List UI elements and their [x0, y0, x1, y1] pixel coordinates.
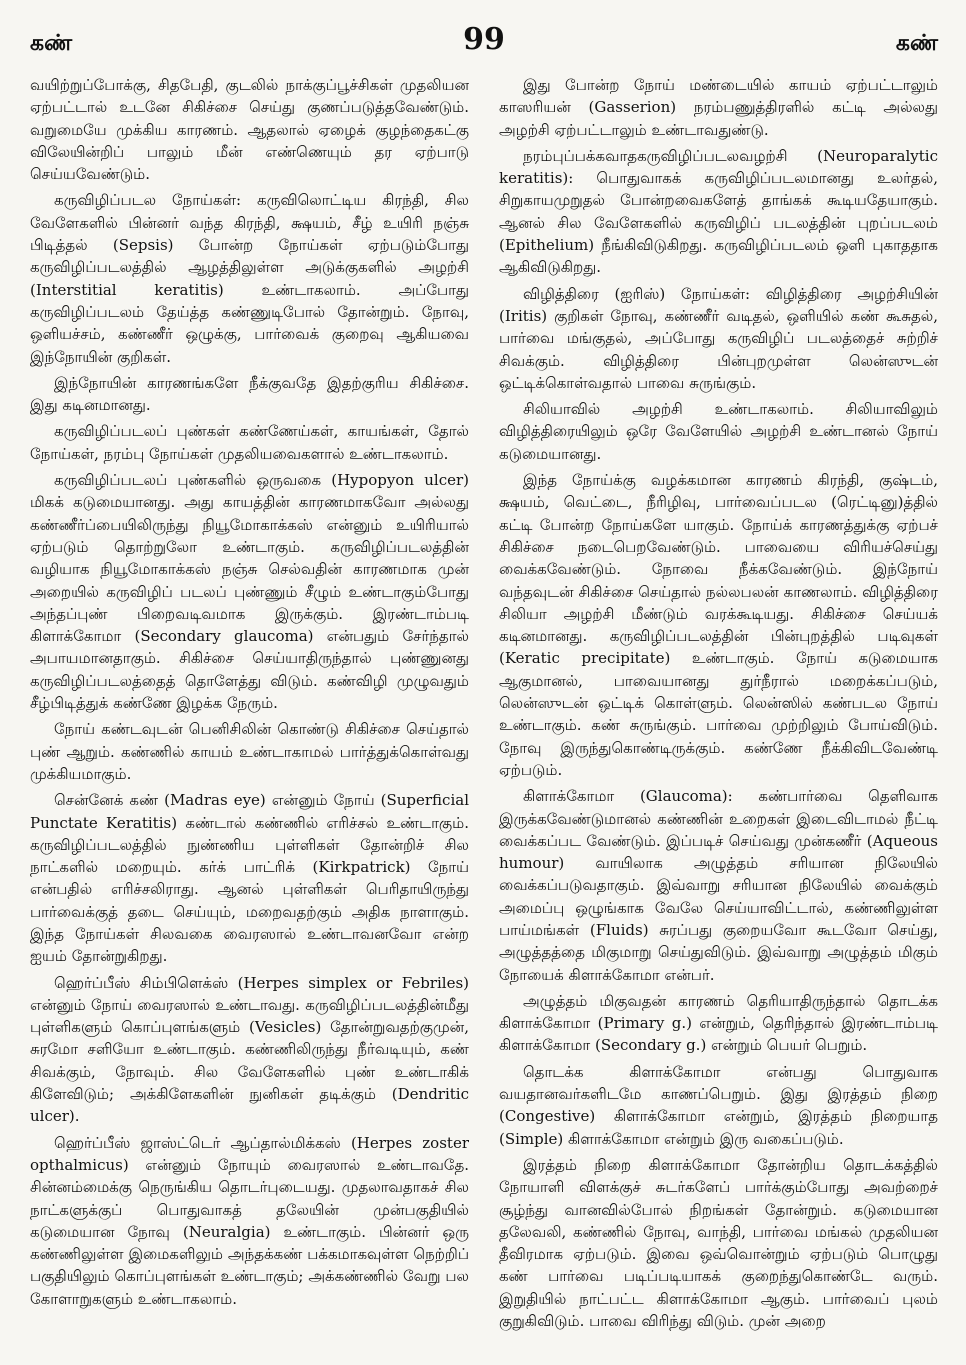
paragraph: கருவிழிப்படல நோய்கள்: கருவிலொட்டிய கிரந்தி, சில வேளேகளில் பின்னர் வந்த கிரந்தி, க்ஷயம், சீழ் உயிரி நஞ்சு பிடித்தல் (Sepsis) போன்ற நோய்கள் ஏற்படும்போது கருவிழிப்படலத்தில் ஆழத்திலுள்ள அடுக்குகளில் அழற்சி (Interstitial keratitis) உண்டாகலாம். அப்போது கருவிழிப்படலம் தேய்த்த கண்ணுடிபோல் தோன்றும். நோவு, ஒளியச்சம், கண்ணீர் ஒழுக்கு, பார்வைக் குறைவு ஆகியவை இந்நோயின் குறிகள். — [30, 191, 469, 366]
page-header — [30, 22, 938, 62]
right-column — [499, 74, 938, 1349]
text-columns — [30, 74, 938, 1349]
paragraph: தொடக்க கிளாக்கோமா என்பது பொதுவாக வயதானவர்களிடமே காணப்பெறும். இது இரத்தம் நிறை (Congestive) கிளாக்கோமா என்றும், இரத்தம் நிறையாத (Simple) கிளாக்கோமா என்றும் இரு வகைப்படும். — [499, 1062, 938, 1148]
paragraph: அழுத்தம் மிகுவதன் காரணம் தெரியாதிருந்தால் தொடக்க கிளாக்கோமா (Primary g.) என்றும், தெரிந்தால் இரண்டாம்படி கிளாக்கோமா (Secondary g.) என்றும் பெயர் பெறும். — [499, 991, 938, 1055]
paragraph: கிளாக்கோமா (Glaucoma): கண்பார்வை தெளிவாக இருக்கவேண்டுமானல் கண்ணின் உறைகள் இடைவிடாமல் நீட்டி வைக்கப்பட வேண்டும். இப்படிச் செய்வது முன்கணீர் (Aqueous humour) வாயிலாக அழுத்தம் சரியான நிலேயில் வைக்கப்படுவதாகும். இவ்வாறு சரியான நிலேயில் வைக்கும் அமைப்பு ஒழுங்காக வேலே செய்யாவிட்டால், கண்ணிலுள்ள பாய்மங்கள் (Fluids) சுரப்பது குறையவோ கூடவோ செய்து, அழுத்தத்தை மிகுமாறு செய்துவிடும். இவ்வாறு அழுத்தம் மிகும் நோயைக் கிளாக்கோமா என்பர். — [499, 787, 938, 984]
paragraph: இந்நோயின் காரணங்களே நீக்குவதே இதற்குரிய சிகிச்சை. இது கடினமானது. — [30, 373, 469, 415]
paragraph: இரத்தம் நிறை கிளாக்கோமா தோன்றிய தொடக்கத்தில் நோயாளி விளக்குச் சுடர்களேப் பார்க்கும்போது அவற்றைச் சூழ்ந்து வானவில்போல் நிறங்கள் தோன்றும். கடுமையான தலேவலி, கண்ணில் நோவு, வாந்தி, பார்வை மங்கல் முதலியன தீவிரமாக ஏற்படும். இவை ஒவ்வொன்றும் ஏற்படும் பொழுது கண் பார்வை படிப்படியாகக் குறைந்துகொண்டே வரும். இறுதியில் நாட்பட்ட கிளாக்கோமா ஆகும். பார்வைப் புலம் குறுகிவிடும். பாவை விரிந்து விடும். முன் அறை — [499, 1155, 938, 1331]
running-head-right: கண் — [895, 30, 938, 56]
paragraph: இந்த நோய்க்கு வழக்கமான காரணம் கிரந்தி, குஷ்டம், க்ஷயம், வெட்டை, நீரிழிவு, பார்வைப்படல (ரெட்டினு)த்தில் கட்டி போன்ற நோய்களே யாகும். நோய்க் காரணத்துக்கு ஏற்பச் சிகிச்சை நடைபெறவேண்டும். பாவையை விரியச்செய்து வைக்கவேண்டும். நோவை நீக்கவேண்டும். இந்நோய் வந்தவுடன் சிகிச்சை செய்தால் நல்லபலன் காணலாம். விழித்திரை சிலியா அழற்சி மீண்டும் வரக்கூடியது. சிகிச்சை செய்யக் கடினமானது. கருவிழிப்படலத்தின் பின்புறத்தில் படிவுகள் (Keratic precipitate) உண்டாகும். நோய் கடுமையாக ஆகுமானல், பாவையானது துர்நீரால் மறைக்கப்படும், லென்ஸுடன் ஒட்டிக் கொள்ளும். லென்ஸில் கண்படல நோய் உண்டாகும். கண் சுருங்கும். பார்வை முற்றிலும் போய்விடும். நோவு இருந்துகொண்டிருக்கும். கண்ணே நீக்கிவிடவேண்டி ஏற்படும். — [499, 471, 938, 779]
paragraph: நரம்புப்பக்கவாதகருவிழிப்படலவழற்சி (Neuroparalytic keratitis): பொதுவாகக் கருவிழிப்படலமானது உலர்தல், சிறுகாயமுறுதல் போன்றவைகளேத் தாங்கக் கூடியதேயாகும். ஆனல் சில வேளேகளில் கருவிழிப் படலத்தின் புறப்படலம் (Epithelium) நீங்கிவிடுகிறது. கருவிழிப்படலம் ஒளி புகாததாக ஆகிவிடுகிறது. — [499, 146, 938, 277]
paragraph: நோய் கண்டவுடன் பெனிசிலின் கொண்டு சிகிச்சை செய்தால் புண் ஆறும். கண்ணில் காயம் உண்டாகாமல் பார்த்துக்கொள்வது முக்கியமாகும். — [30, 720, 469, 783]
paragraph: ஹெர்ப்பீஸ் சிம்பிளெக்ஸ் (Herpes simplex or Febriles) என்னும் நோய் வைரஸால் உண்டாவது. கருவிழிப்படலத்தின்மீது புள்ளிகளும் கொப்புளங்களும் (Vesicles) தோன்றுவதற்குமுன், சுரமோ சளியோ உண்டாகும். கண்ணிலிருந்து நீர்வடியும், கண் சிவக்கும், நோவும். சில வேளேகளில் புண் உண்டாகிக் கிளேவிடும்; அக்கிளேகளின் நுனிகள் தடிக்கும் (Dendritic ulcer). — [30, 973, 469, 1126]
paragraph: கருவிழிப்படலப் புண்கள் கண்ணேய்கள், காயங்கள், தோல் நோய்கள், நரம்பு நோய்கள் முதலியவைகளால் உண்டாகலாம். — [30, 422, 469, 463]
paragraph: வயிற்றுப்போக்கு, சிதபேதி, குடலில் நாக்குப்பூச்சிகள் முதலியன ஏற்பட்டால் உடனே சிகிச்சை செய்து குணப்படுத்தவேண்டும். வறுமையே முக்கிய காரணம். ஆதலால் ஏழைக் குழந்தைகட்கு விலேயின்றிப் பாலும் மீன் எண்ணெயும் தர ஏற்பாடு செய்யவேண்டும். — [30, 76, 469, 184]
paragraph: இது போன்ற நோய் மண்டையில் காயம் ஏற்பட்டாலும் காஸரியன் (Gasserion) நரம்பணுத்திரளில் கட்டி அல்லது அழற்சி ஏற்பட்டாலும் உண்டாவதுண்டு. — [499, 76, 938, 139]
running-head-left: கண் — [30, 30, 73, 56]
paragraph: கருவிழிப்படலப் புண்களில் ஒருவகை (Hypopyon ulcer) மிகக் கடுமையானது. அது காயத்தின் காரணமாகவோ அல்லது கண்ணீர்ப்பையிலிருந்து நியூமோகாக்கஸ் என்னும் உயிரியால் ஏற்படும் தொற்றுலோ உண்டாகும். கருவிழிப்படலத்தின் வழியாக நியூமோகாக்கஸ் நஞ்சு செல்வதின் காரணமாக முன் அறையில் கருவிழிப் படலப் புண்ணும் சீழும் உண்டாகும்போது அந்தப்புண் பிறைவடிவமாக இருக்கும். இரண்டாம்படி கிளாக்கோமா (Secondary glaucoma) என்பதும் சேர்ந்தால் அபாயமானதாகும். சிகிச்சை செய்யாதிருந்தால் புண்ணுனது கருவிழிப்படலத்தைத் தொளேத்து விடும். கண்விழி முழுவதும் சீழ்பிடித்துக் கண்ணே இழக்க நேரும். — [30, 471, 469, 713]
paragraph: விழித்திரை (ஐரிஸ்) நோய்கள்: விழித்திரை அழற்சியின் (Iritis) குறிகள் நோவு, கண்ணீர் வடிதல், ஒளியில் கண் கூசுதல், பார்வை மங்குதல், அப்போது கருவிழிப் படலத்தைச் சுற்றிச் சிவக்கும். விழித்திரை பின்புறமுள்ள லென்ஸுடன் ஒட்டிக்கொள்வதால் பாவை சுருங்கும். — [499, 284, 938, 392]
page-number: 99 — [463, 22, 505, 57]
paragraph: சென்னேக் கண் (Madras eye) என்னும் நோய் (Superficial Punctate Keratitis) கண்டால் கண்ணில் எரிச்சல் உண்டாகும். கருவிழிப்படலத்தில் நுண்ணிய புள்ளிகள் தோன்றிச் சில நாட்களில் மறையும். கர்க் பாட்ரிக் (Kirkpatrick) நோய் என்பதில் எரிச்சலிராது. ஆனல் புள்ளிகள் பெரிதாயிருந்து பார்வைக்குத் தடை செய்யும், மறைவதற்கும் அதிக நாளாகும். இந்த நோய்கள் சிலவகை வைரஸால் உண்டாவனவோ என்ற ஐயம் தோன்றுகிறது. — [30, 791, 469, 966]
left-column — [30, 74, 469, 1349]
paragraph: ஹெர்ப்பீஸ் ஜாஸ்ட்டெர் ஆப்தால்மிக்கஸ் (Herpes zoster opthalmicus) என்னும் நோயும் வைரஸால் உண்டாவதே. சின்னம்மைக்கு நெருங்கிய தொடர்புடையது. முதலாவதாகச் சில நாட்களுக்குப் பொதுவாகத் தலேயின் முன்பகுதியில் கடுமையான நோவு (Neuralgia) உண்டாகும். பின்னர் ஒரு கண்ணிலுள்ள இமைகளிலும் அந்தக்கண் பக்கமாகவுள்ள நெற்றிப் பகுதியிலும் கொப்புளங்கள் உண்டாகும்; அக்கண்ணில் வேறு பல கோளாறுகளும் உண்டாகலாம். — [30, 1133, 469, 1308]
paragraph: சிலியாவில் அழற்சி உண்டாகலாம். சிலியாவிலும் விழித்திரையிலும் ஒரே வேளேயில் அழற்சி உண்டானல் நோய் கடுமையானது. — [499, 400, 938, 463]
